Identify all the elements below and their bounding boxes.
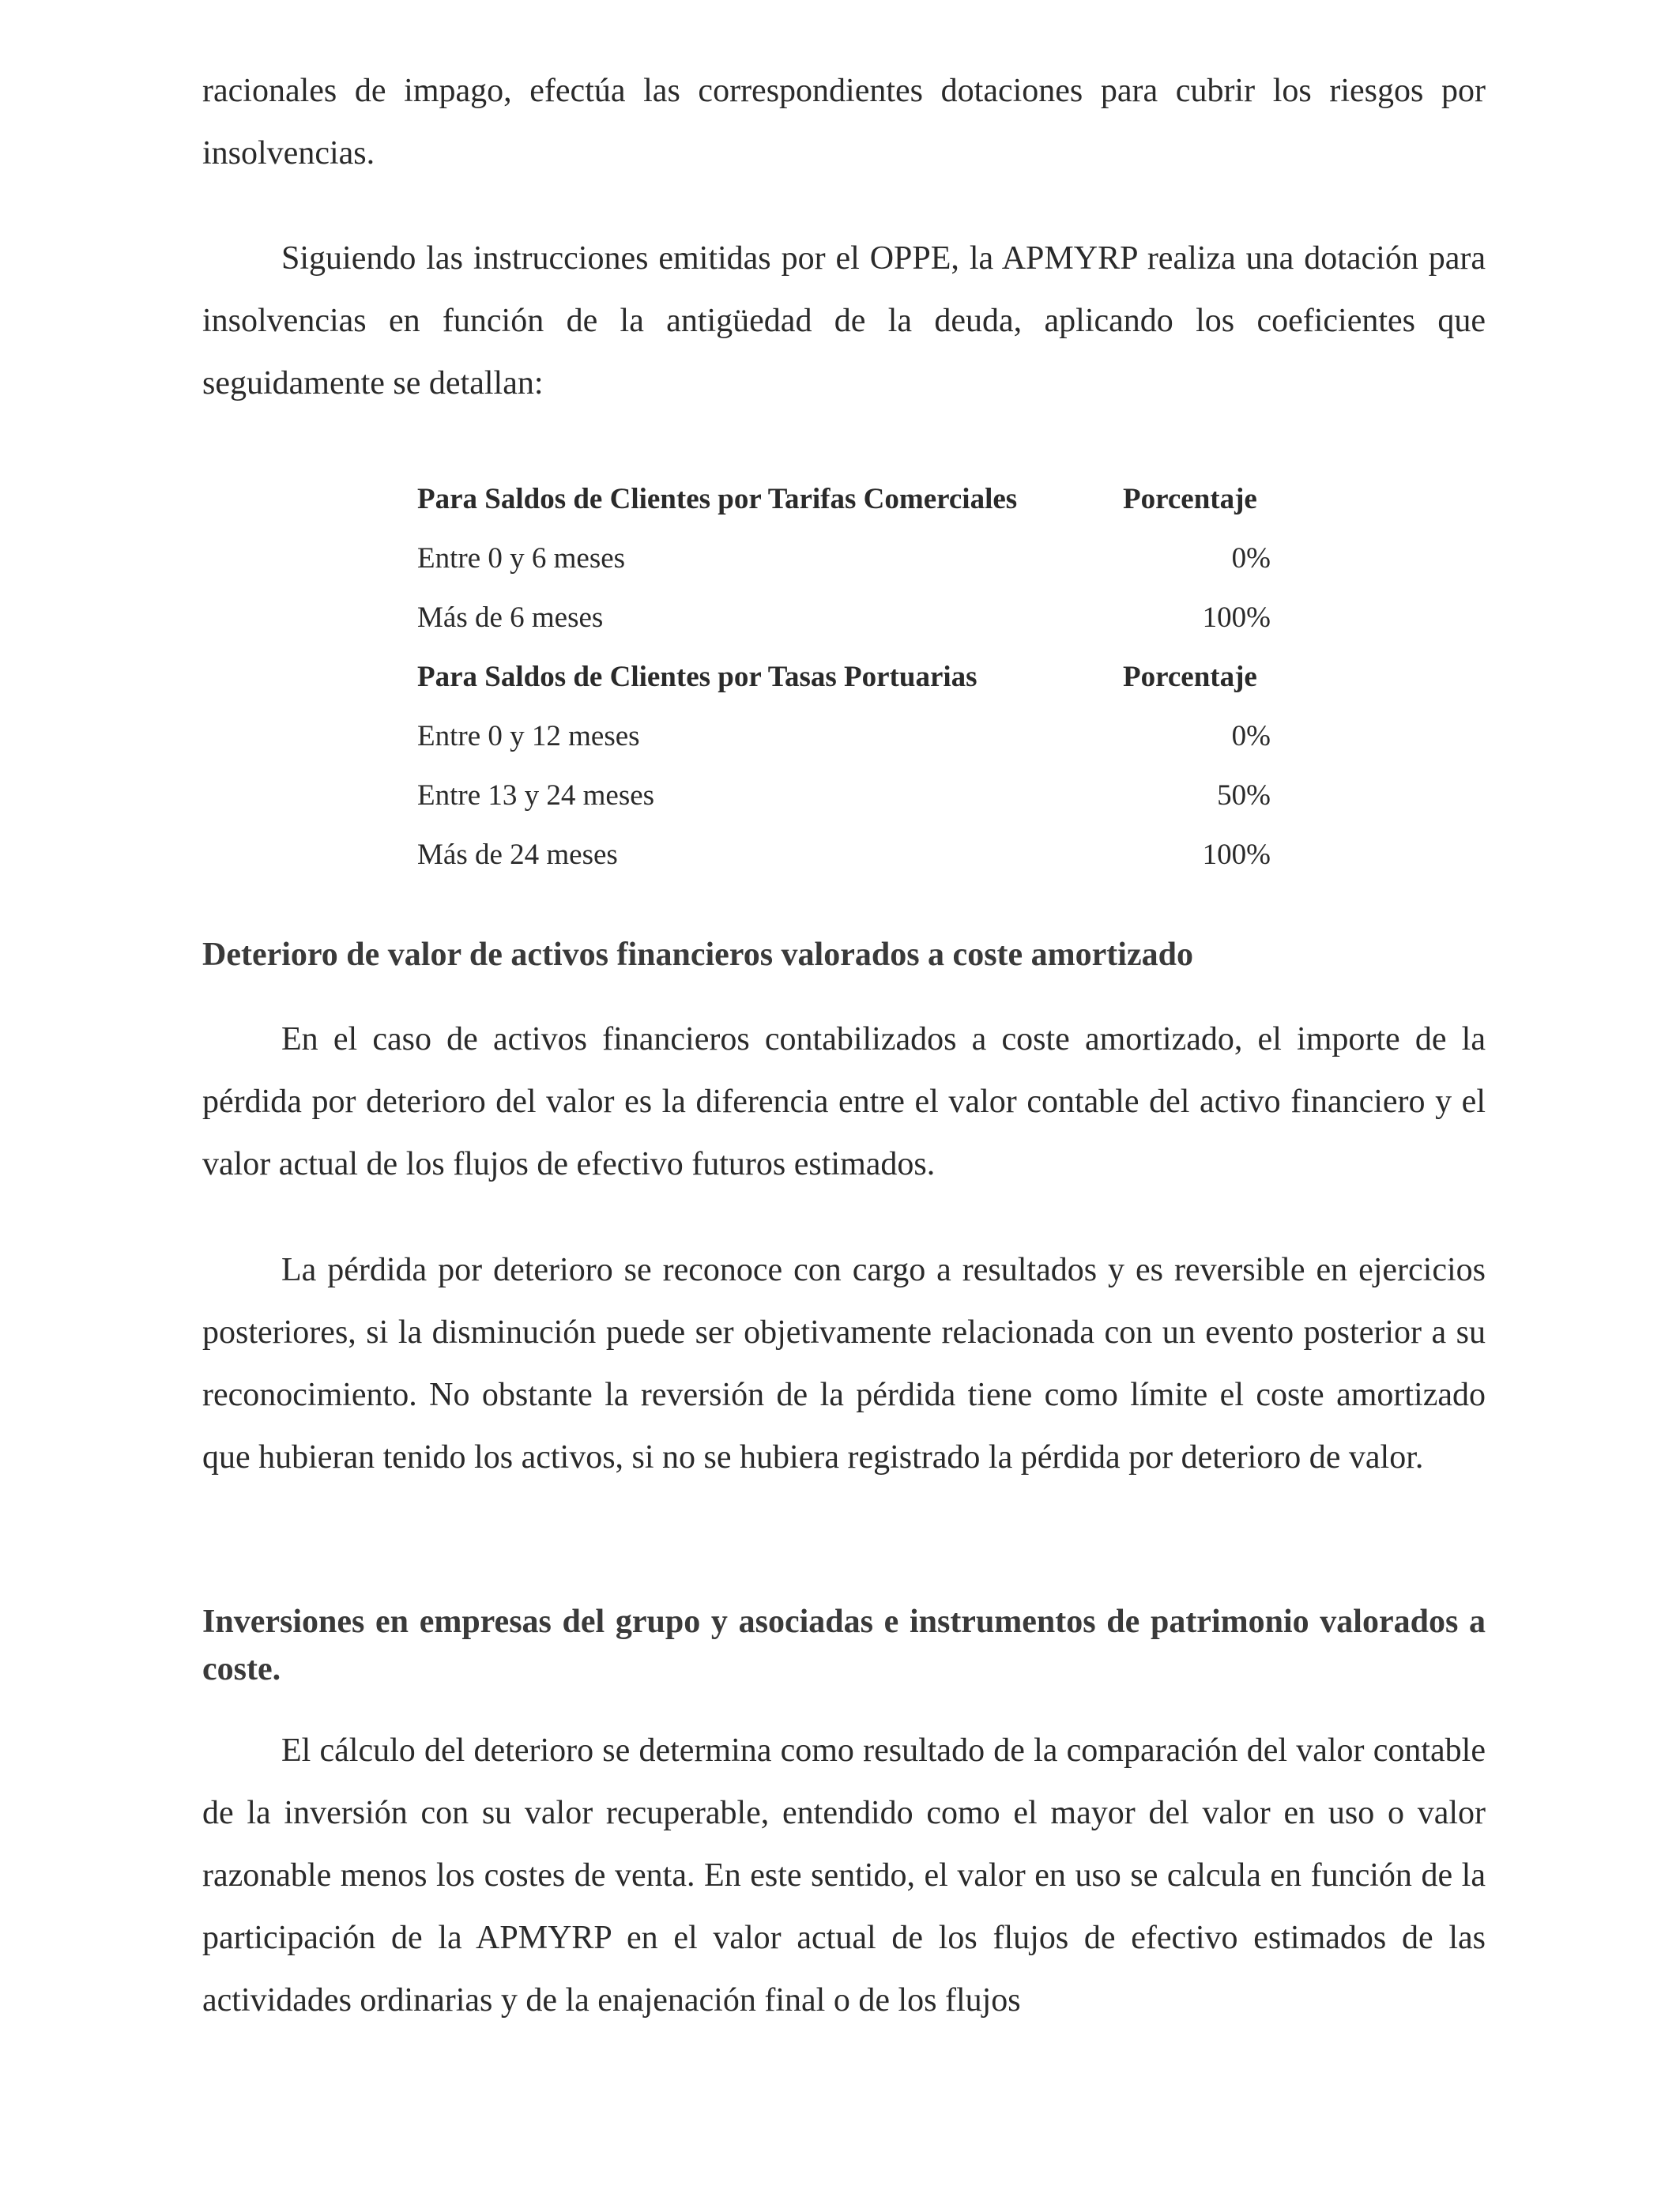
table-cell-period: Más de 6 meses xyxy=(417,601,604,634)
section-heading-amortized-cost: Deterioro de valor de activos financieros valorados a coste amortizado xyxy=(202,937,1193,973)
table-row xyxy=(417,594,1271,654)
table-cell-percentage: 0% xyxy=(1231,542,1271,575)
paragraph-impairment-calculation: El cálculo del deterioro se determina como resultado de la comparación del valor contable de la inversión con su valor recuperable, entendido como el mayor del valor en uso o valor razonable menos los costes de venta. En este sentido, el valor en uso se calcula en función de la participación de la APMYRP en el valor actual de los flujos de efectivo estimados de las actividades ordinarias y de la enajenación final o de los flujos xyxy=(202,1732,1486,2019)
table-cell-percentage: 100% xyxy=(1202,839,1271,871)
table-row xyxy=(417,713,1271,772)
table-row xyxy=(417,535,1271,594)
table-cell-percentage: 50% xyxy=(1217,779,1271,812)
table-header-port xyxy=(417,654,1271,713)
table-cell-period: Más de 24 meses xyxy=(417,839,618,871)
table-cell-period: Entre 13 y 24 meses xyxy=(417,779,655,812)
paragraph-insolvency-provision: Siguiendo las instrucciones emitidas por el OPPE, la APMYRP realiza una dotación para insolvencias en función de la antigüedad de la deuda, aplicando los coeficientes que seguidamente se detallan: xyxy=(202,240,1486,401)
table-row xyxy=(417,772,1271,831)
table-header-label: Para Saldos de Clientes por Tarifas Comerciales xyxy=(417,483,1018,515)
table-cell-percentage: 100% xyxy=(1202,601,1271,634)
table-header-percentage: Porcentaje xyxy=(1123,661,1257,693)
table-cell-percentage: 0% xyxy=(1231,720,1271,752)
table-cell-period: Entre 0 y 6 meses xyxy=(417,542,626,575)
table-header-commercial xyxy=(417,476,1271,535)
paragraph-impairment-reversal: La pérdida por deterioro se reconoce con cargo a resultados y es reversible en ejercicios posteriores, si la disminución puede ser objetivamente relacionada con un evento posterior a su reconocimiento. No obstante la reversión de la pérdida tiene como límite el coste amortizado que hubieran tenido los activos, si no se hubiera registrado la pérdida por deterioro de valor. xyxy=(202,1252,1486,1476)
section-heading-group-investments: Inversiones en empresas del grupo y asociadas e instrumentos de patrimonio valorados a coste. xyxy=(202,1604,1486,1687)
provision-coefficients-table xyxy=(417,476,1271,891)
table-header-percentage: Porcentaje xyxy=(1123,483,1257,515)
table-header-label: Para Saldos de Clientes por Tasas Portuarias xyxy=(417,661,977,693)
table-row xyxy=(417,831,1271,891)
paragraph-intro-continuation: racionales de impago, efectúa las correspondientes dotaciones para cubrir los riesgos por insolvencias. xyxy=(202,73,1486,172)
table-cell-period: Entre 0 y 12 meses xyxy=(417,720,640,752)
paragraph-amortized-cost: En el caso de activos financieros contabilizados a coste amortizado, el importe de la pérdida por deterioro del valor es la diferencia entre el valor contable del activo financiero y el valor actual de los flujos de efectivo futuros estimados. xyxy=(202,1021,1486,1182)
